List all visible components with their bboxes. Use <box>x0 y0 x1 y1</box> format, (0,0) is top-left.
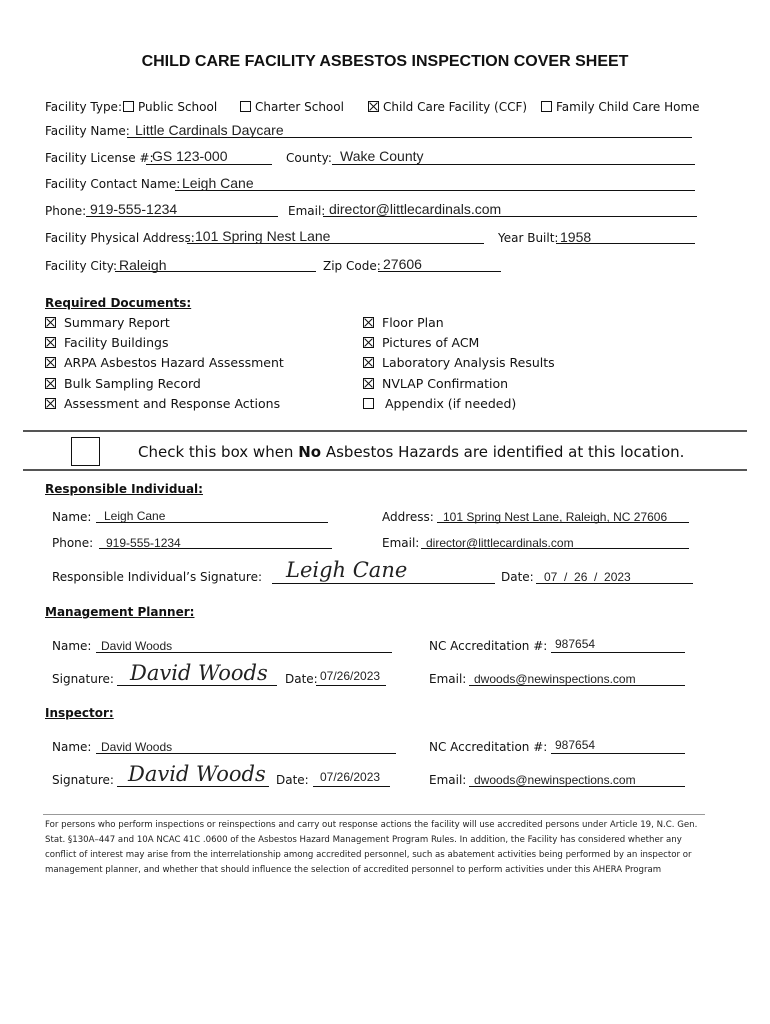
city-value[interactable]: Raleigh <box>119 257 167 273</box>
checkbox-checked-icon[interactable] <box>363 378 374 389</box>
mp-date-underline <box>316 685 386 686</box>
inspector-date-value[interactable]: 07/26/2023 <box>320 770 381 784</box>
inspector-email-value[interactable]: dwoods@newinspections.com <box>474 773 636 787</box>
address-label: Facility Physical Address: <box>45 231 195 245</box>
responsible-address-label: Address: <box>382 510 434 524</box>
facility-type-family-home[interactable]: Family Child Care Home <box>541 100 700 114</box>
responsible-heading: Responsible Individual: <box>45 482 203 496</box>
county-underline <box>332 164 695 165</box>
email-value[interactable]: director@littlecardinals.com <box>329 201 502 217</box>
doc-item-floor-plan[interactable]: Floor Plan <box>363 315 444 330</box>
checkbox-checked-icon[interactable] <box>363 337 374 348</box>
mp-signature-label: Signature: <box>52 672 114 686</box>
page-title: CHILD CARE FACILITY ASBESTOS INSPECTION COVER SHEET <box>141 53 629 70</box>
checkbox-unchecked-icon[interactable] <box>541 101 552 112</box>
responsible-name-label: Name: <box>52 510 92 524</box>
doc-item-lab-results[interactable]: Laboratory Analysis Results <box>363 355 555 370</box>
required-documents-heading: Required Documents: <box>45 296 192 310</box>
no-hazard-checkbox[interactable] <box>71 437 100 466</box>
mp-signature[interactable]: David Woods <box>130 661 268 685</box>
inspector-email-label: Email: <box>429 773 467 787</box>
responsible-phone-label: Phone: <box>52 536 94 550</box>
doc-item-pictures-acm[interactable]: Pictures of ACM <box>363 335 479 350</box>
inspector-signature-label: Signature: <box>52 773 114 787</box>
responsible-signature-label: Responsible Individual’s Signature: <box>52 570 262 584</box>
facility-type-public-school[interactable]: Public School <box>123 100 217 114</box>
responsible-signature[interactable]: Leigh Cane <box>286 558 408 582</box>
license-underline <box>146 164 272 165</box>
facility-type-charter-school[interactable]: Charter School <box>240 100 344 114</box>
footer-note: For persons who perform inspections or reinspections and carry out response actions the facility will use accredited persons under Article 19, N.C. Gen. Stat. §130A–447 and 10A NCAC 41C .0600 of the Asbestos Hazard Management Program Rules. In addition, the Facility has considered whether any conflict of interest may arise from the interrelationship among accredited personnel, such as abatement activities being performed by an inspector or management planner, and whether that should influence the selection of accredited personnel to perform activities under this AHERA Program <box>45 820 698 875</box>
divider-top <box>23 430 747 432</box>
doc-item-nvlap[interactable]: NVLAP Confirmation <box>363 376 508 391</box>
inspector-heading: Inspector: <box>45 706 114 720</box>
responsible-signature-underline <box>272 583 495 584</box>
inspector-signature[interactable]: David Woods <box>128 762 266 786</box>
facility-license-value[interactable]: GS 123-000 <box>152 148 228 164</box>
facility-type-ccf[interactable]: Child Care Facility (CCF) <box>368 100 527 114</box>
inspector-accreditation-underline <box>551 753 685 754</box>
responsible-phone-value[interactable]: 919-555-1234 <box>106 536 181 550</box>
doc-item-facility-buildings[interactable]: Facility Buildings <box>45 335 169 350</box>
mp-name-value[interactable]: David Woods <box>101 639 173 653</box>
phone-value[interactable]: 919-555-1234 <box>90 201 178 217</box>
facility-type-label: Facility Type: <box>45 100 122 114</box>
checkbox-unchecked-icon[interactable] <box>123 101 134 112</box>
mp-date-label: Date: <box>285 672 318 686</box>
zip-value[interactable]: 27606 <box>383 256 422 272</box>
inspector-date-underline <box>313 786 390 787</box>
mp-accreditation-value[interactable]: 987654 <box>555 637 596 651</box>
inspector-accreditation-value[interactable]: 987654 <box>555 738 596 752</box>
mp-signature-underline <box>117 685 277 686</box>
responsible-date-label: Date: <box>501 570 534 584</box>
checkbox-unchecked-icon[interactable] <box>363 398 374 409</box>
checkbox-unchecked-icon[interactable] <box>240 101 251 112</box>
responsible-address-value[interactable]: 101 Spring Nest Lane, Raleigh, NC 27606 <box>443 510 668 524</box>
inspector-signature-underline <box>117 786 269 787</box>
mp-accreditation-label: NC Accreditation #: <box>429 639 548 653</box>
responsible-date-value[interactable]: 07 / 26 / 2023 <box>544 570 631 584</box>
divider-bottom <box>23 469 747 471</box>
doc-item-arpa-assessment[interactable]: ARPA Asbestos Hazard Assessment <box>45 355 284 370</box>
facility-name-value[interactable]: Little Cardinals Daycare <box>135 122 284 138</box>
responsible-email-value[interactable]: director@littlecardinals.com <box>426 536 574 550</box>
no-hazard-statement: Check this box when No Asbestos Hazards are identified at this location. <box>138 443 685 461</box>
address-value[interactable]: 101 Spring Nest Lane <box>195 228 331 244</box>
mp-email-label: Email: <box>429 672 467 686</box>
county-value[interactable]: Wake County <box>340 148 424 164</box>
checkbox-checked-icon[interactable] <box>363 317 374 328</box>
footer-divider <box>43 814 705 815</box>
zip-label: Zip Code: <box>323 259 381 273</box>
facility-name-label: Facility Name: <box>45 124 130 138</box>
inspector-name-value[interactable]: David Woods <box>101 740 173 754</box>
city-label: Facility City: <box>45 259 118 273</box>
checkbox-checked-icon[interactable] <box>45 378 56 389</box>
email-label: Email: <box>288 204 326 218</box>
checkbox-checked-icon[interactable] <box>363 357 374 368</box>
year-built-value[interactable]: 1958 <box>560 229 592 245</box>
mp-name-label: Name: <box>52 639 92 653</box>
checkbox-checked-icon[interactable] <box>368 101 379 112</box>
management-planner-heading: Management Planner: <box>45 605 195 619</box>
responsible-name-value[interactable]: Leigh Cane <box>104 509 166 523</box>
mp-date-value[interactable]: 07/26/2023 <box>320 669 381 683</box>
facility-contact-value[interactable]: Leigh Cane <box>182 175 254 191</box>
inspector-date-label: Date: <box>276 773 309 787</box>
inspector-name-label: Name: <box>52 740 92 754</box>
checkbox-checked-icon[interactable] <box>45 357 56 368</box>
responsible-email-label: Email: <box>382 536 420 550</box>
doc-item-bulk-sampling[interactable]: Bulk Sampling Record <box>45 376 201 391</box>
year-built-label: Year Built: <box>498 231 559 245</box>
checkbox-checked-icon[interactable] <box>45 337 56 348</box>
checkbox-checked-icon[interactable] <box>45 398 56 409</box>
facility-contact-label: Facility Contact Name: <box>45 177 181 191</box>
facility-license-label: Facility License #: <box>45 151 154 165</box>
doc-item-summary-report[interactable]: Summary Report <box>45 315 170 330</box>
phone-label: Phone: <box>45 204 87 218</box>
mp-email-value[interactable]: dwoods@newinspections.com <box>474 672 636 686</box>
checkbox-checked-icon[interactable] <box>45 317 56 328</box>
doc-item-assessment-response[interactable]: Assessment and Response Actions <box>45 396 280 411</box>
inspector-accreditation-label: NC Accreditation #: <box>429 740 548 754</box>
county-label: County: <box>286 151 332 165</box>
doc-item-appendix[interactable]: Appendix (if needed) <box>363 396 516 411</box>
mp-accreditation-underline <box>551 652 685 653</box>
